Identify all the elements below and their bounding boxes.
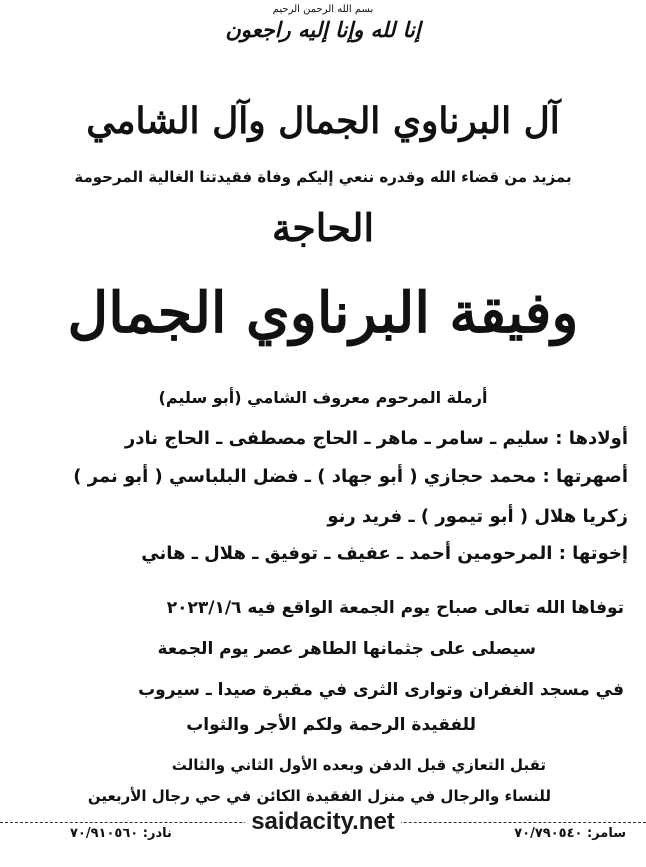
condolences-line-1: تقبل التعازي قبل الدفن وبعده الأول الثاني والثالث xyxy=(171,756,546,774)
phone-samer: سامر: ٧٠/٧٩٠٥٤٠ xyxy=(514,826,626,841)
prayer-line: سيصلى على جثمانها الطاهر عصر يوم الجمعة xyxy=(157,639,536,659)
widow-of-line: أرملة المرحوم معروف الشامي (أبو سليم) xyxy=(158,388,488,407)
siblings-line: إخوتها : المرحومين أحمد ـ عفيف ـ توفيق ـ هلال ـ هاني xyxy=(141,543,628,564)
basmala: بسم الله الرحمن الرحيم xyxy=(272,4,374,15)
phone-nader: نادر: ٧٠/٩١٠٥٦٠ xyxy=(70,826,172,841)
watermark-text: saidacity.net xyxy=(245,808,401,836)
deceased-name: وفيقة البرناوي الجمال xyxy=(67,280,579,346)
watermark xyxy=(0,808,646,836)
burial-line: في مسجد الغفران وتوارى الثرى في مقبرة صيدا ـ سيروب xyxy=(138,680,624,700)
blessing-line: للفقيدة الرحمة ولكم الأجر والثواب xyxy=(186,715,476,735)
honorific: الحاجة xyxy=(271,205,375,250)
quran-verse: إنا لله وإنا إليه راجعون xyxy=(225,17,421,42)
families-title: آل البرناوي الجمال وآل الشامي xyxy=(86,100,560,142)
death-date-line: توفاها الله تعالى صباح يوم الجمعة الواقع فيه ٢٠٢٣/١/٦ xyxy=(166,598,624,618)
intro-text: بمزيد من قضاء الله وقدره ننعي إليكم وفاة فقيدتنا الغالية المرحومة xyxy=(74,168,572,186)
condolences-line-2: للنساء والرجال في منزل الفقيدة الكائن في حي رجال الأربعين xyxy=(87,787,551,805)
in-laws-line: أصهرتها : محمد حجازي ( أبو جهاد ) ـ فضل البلباسي ( أبو نمر ) xyxy=(73,466,628,487)
children-line: أولادها : سليم ـ سامر ـ ماهر ـ الحاج مصطفى ـ الحاج نادر xyxy=(124,428,628,449)
in-laws-cont-line: زكريا هلال ( أبو تيمور ) ـ فريد رنو xyxy=(327,506,628,527)
